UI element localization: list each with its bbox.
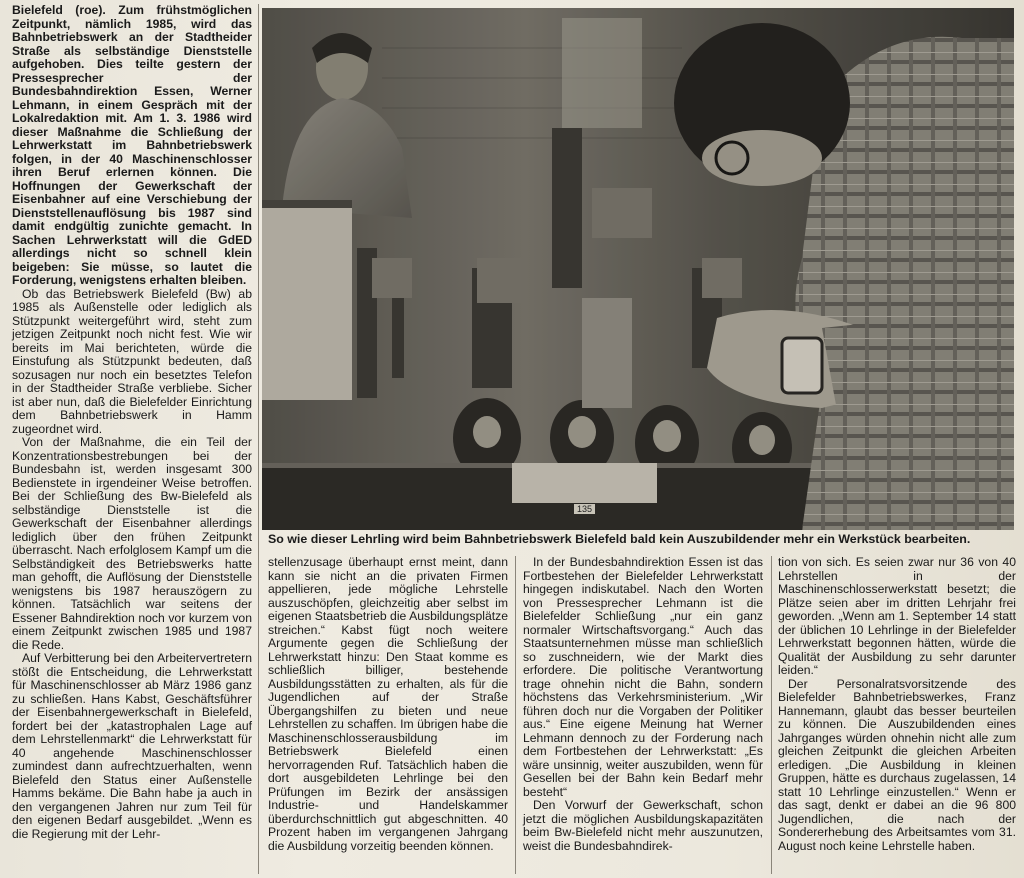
article-paragraph: Ob das Betriebswerk Bielefeld (Bw) ab 1985 als Außenstelle oder lediglich als Stützpunkt weitergeführt wird, steht zum jetzigen Zeitpunkt noch nicht fest. Wie wir bereits im Mai berichteten, würde die Einstufung als Stützpunkt bedeuten, daß sozusagen nur noch ein besetztes Telefon in der Stadtheider Straße verbliebe. Sicher ist aber nun, daß die Bielefelder Einrichtung dem Bahnbetriebswerk in Hamm zugeordnet wird. bbox=[12, 286, 252, 436]
article-paragraph: Den Vorwurf der Gewerkschaft, schon jetzt die möglichen Ausbildungskapazitäten beim Bw-Bielefeld nicht mehr auszunutzen, weist die Bundesbahndirek- bbox=[523, 798, 763, 853]
workpiece-number-label: 135 bbox=[574, 504, 595, 514]
article-paragraph: Bielefeld (roe). Zum frühstmöglichen Zeitpunkt, nämlich 1985, wird das Bahnbetriebswerk an der Stadtheider Straße als selbständige Dienststelle aufgehoben. Dies teilte gestern der Pressesprecher der Bundesbahndirektion Essen, Werner Lehmann, in einem Gespräch mit der Lokalredaktion mit. Am 1. 3. 1986 wird dieser Maßnahme die Schließung der Lehrwerkstatt im Bahnbetriebswerk folgen, in der 40 Maschinenschlosser ihren Beruf erlernen können. Die Hoffnungen der Gewerkschaft der Eisenbahner auf eine Verschiebung der Dienststellenauflösung bis 1987 sind damit endgültig zunichte gemacht. In Sachen Lehrwerkstatt will die GdED allerdings nicht so schnell klein beigeben: Sie müsse, so lautet die Forderung, wenigstens erhalten bleiben. bbox=[12, 3, 252, 287]
article-column-2 bbox=[268, 556, 508, 853]
article-paragraph: tion von sich. Es seien zwar nur 36 von 40 Lehrstellen in der Maschinenschlosserwerkstatt besetzt; die Plätze seien aber im dritten Lehrjahr frei geworden. „Wenn am 1. September 14 statt der üblichen 10 Lehrlinge in der Bielefelder Lehrwerkstatt begonnen hätten, würde die Qualität der Ausbildung zu sehr darunter leiden.“ bbox=[778, 555, 1016, 677]
article-column-3 bbox=[523, 556, 763, 853]
article-column-4 bbox=[778, 556, 1016, 853]
photo-caption: So wie dieser Lehrling wird beim Bahnbetriebswerk Bielefeld bald kein Auszubildender mehr ein Werkstück bearbeiten. bbox=[268, 532, 971, 546]
column-divider bbox=[515, 556, 516, 874]
workshop-photo bbox=[262, 8, 1014, 530]
article-paragraph: Von der Maßnahme, die ein Teil der Konzentrationsbestrebungen bei der Bundesbahn ist, werden insgesamt 300 Bedienstete in irgendeiner Weise betroffen. Bei der Schließung des Bw-Bielefeld als selbständige Dienststelle ist die Gewerkschaft der Eisenbahner allerdings lediglich über den frühen Zeitpunkt überrascht. Nach erfolglosem Kampf um die Selbständigkeit des Betriebswerks hatte man gehofft, die Auflösung der Dienststelle wenigstens bis 1987 herauszögern zu können. Tatsächlich war seitens der Essener Bahndirektion noch vor kurzem von einem Zeitpunkt zwischen 1985 und 1987 die Rede. bbox=[12, 435, 252, 652]
article-column-1 bbox=[12, 4, 252, 841]
article-paragraph: Der Personalratsvorsitzende des Bielefelder Bahnbetriebswerkes, Franz Hannemann, glaubt das besser beurteilen zu können. Die Auszubildenden eines Jahrganges würden ohnehin nicht alle zum gleichen Zeitpunkt die gleichen Arbeiten erledigen. „Die Ausbildung in kleinen Gruppen, hätte es durchaus zugelassen, 14 statt 10 Lehrlinge einzustellen.“ Wenn er das sagt, denkt er dabei an die 96 800 Jugendlichen, die nach der Sondererhebung des Arbeitsamtes vom 31. August noch keine Lehrstelle haben. bbox=[778, 676, 1016, 853]
article-paragraph: stellenzusage überhaupt ernst meint, dann kann sie nicht an die privaten Firmen appellieren, jede mögliche Lehrstelle auszuschöpfen, gleichzeitig aber selbst im eigenen Staatsbetrieb die Ausbildungsplätze streichen.“ Kabst fügt noch weitere Argumente gegen die Schließung der Lehrwerkstatt hinzu: Den Staat komme es schließlich billiger, bestehende Ausbildungsstätten zu erhalten, als für die Jugendlichen auf der Straße Übergangshilfen zu bieten und neue Lehrstellen zu schaffen. Im übrigen habe die Maschinenschlosserausbildung im Betriebswerk Bielefeld einen hervorragenden Ruf. Tatsächlich haben die dort ausgebildeten Lehrlinge bei den Prüfungen im Bezirk der ansässigen Industrie- und Handelskammer überdurchschnittlich gut abgeschnitten. 40 Prozent haben im vergangenen Jahrgang die Ausbildung vorzeitig beenden können. bbox=[268, 555, 508, 853]
article-paragraph: In der Bundesbahndirektion Essen ist das Fortbestehen der Bielefelder Lehrwerkstatt hingegen indiskutabel. Nach den Worten von Pressesprecher Lehmann ist die Bielefelder Schließung „nur ein ganz normaler Wirtschaftsvorgang.“ Auch das Staatsunternehmen müsse man schließlich so zuschneidern, wie der Markt dies erfordere. Die politische Verantwortung trage ohnehin nicht die Bahn, sondern höchstens das Verkehrsministerium. „Wir führen doch nur die Vorgaben der Politiker aus.“ Eine eigene Meinung hat Werner Lehmann dennoch zu der Forderung nach dem Fortbestehen der Lehrwerkstatt: „Es wäre unsinnig, weiter auszubilden, wenn für Gesellen bei der Bahn kein Bedarf mehr besteht“ bbox=[523, 555, 763, 799]
column-divider bbox=[258, 4, 259, 874]
column-divider bbox=[771, 556, 772, 874]
article-paragraph: Auf Verbitterung bei den Arbeitervertretern stößt die Entscheidung, die Lehrwerkstatt für Maschinenschlosser ab März 1986 ganz zu schließen. Hans Kabst, Geschäftsführer der Eisenbahnergewerkschaft in Bielefeld, fordert bei der „katastrophalen Lage auf dem Lehrstellenmarkt“ die Lehrwerkstatt für 40 angehende Maschinenschlosser zumindest dann aufrechtzuerhalten, wenn Bielefeld den Status einer Außenstelle Hamms bekäme. Die Bahn habe ja auch in den vergangenen Jahren nur zum Teil für den eigenen Bedarf ausgebildet. „Wenn es die Regierung mit der Lehr- bbox=[12, 651, 252, 841]
